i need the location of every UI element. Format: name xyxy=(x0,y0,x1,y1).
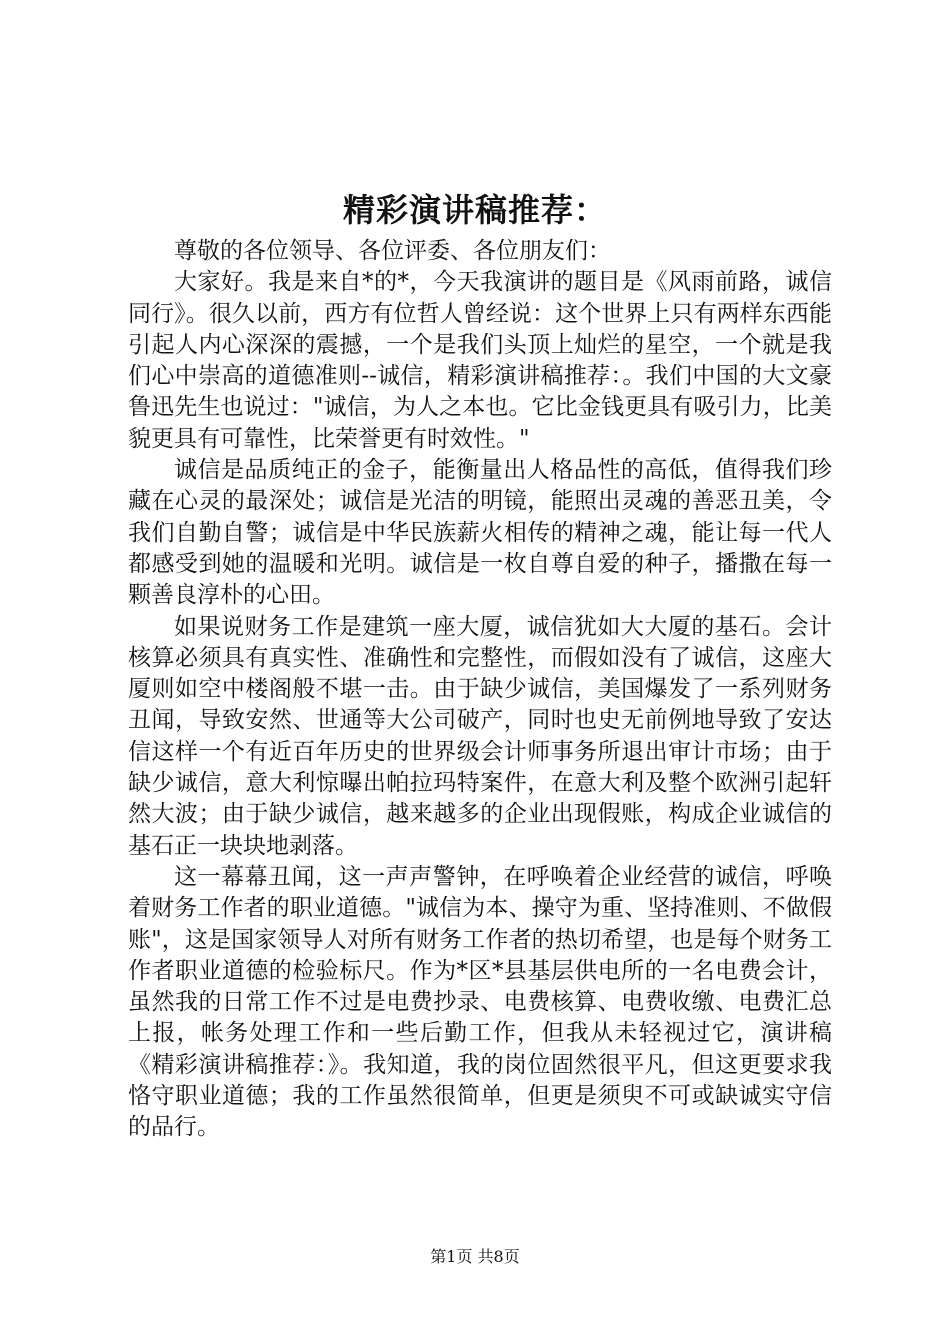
body-paragraph: 这一幕幕丑闻，这一声声警钟，在呼唤着企业经营的诚信，呼唤着财务工作者的职业道德。"诚信为本、操守为重、坚持准则、不做假账"，这是国家领导人对所有财务工作者的热切希望，也是每个财务工作者职业道德的检验标尺。作为*区*县基层供电所的一名电费会计，虽然我的日常工作不过是电费抄录、电费核算、电费收缴、电费汇总上报，帐务处理工作和一些后勤工作，但我从未轻视过它，演讲稿《精彩演讲稿推荐：》。我知道，我的岗位固然很平凡，但这更要求我恪守职业道德；我的工作虽然很简单，但更是须臾不可或缺诚实守信的品行。 xyxy=(128,863,832,1141)
document-title: 精彩演讲稿推荐： xyxy=(342,191,607,229)
body-paragraph: 大家好。我是来自*的*，今天我演讲的题目是《风雨前路，诚信同行》。很久以前，西方有位哲人曾经说：这个世界上只有两样东西能引起人内心深深的震撼，一个是我们头顶上灿烂的星空，一个就是我们心中崇高的道德准则--诚信，精彩演讲稿推荐：。我们中国的大文豪鲁迅先生也说过："诚信，为人之本也。它比金钱更具有吸引力，比美貌更具有可靠性，比荣誉更有时效性。" xyxy=(128,269,832,452)
body-paragraph: 诚信是品质纯正的金子，能衡量出人格品性的高低，值得我们珍藏在心灵的最深处；诚信是光洁的明镜，能照出灵魂的善恶丑美，令我们自勤自警；诚信是中华民族薪火相传的精神之魂，能让每一代人都感受到她的温暖和光明。诚信是一枚自尊自爱的种子，播撒在每一颗善良淳朴的心田。 xyxy=(128,457,832,609)
page-footer: 第1页 共8页 xyxy=(430,1247,520,1266)
body-paragraph: 如果说财务工作是建筑一座大厦，诚信犹如大大厦的基石。会计核算必须具有真实性、准确性和完整性，而假如没有了诚信，这座大厦则如空中楼阁般不堪一击。由于缺少诚信，美国爆发了一系列财务丑闻，导致安然、世通等大公司破产，同时也史无前例地导致了安达信这样一个有近百年历史的世界级会计师事务所退出审计市场；由于缺少诚信，意大利惊曝出帕拉玛特案件，在意大利及整个欧洲引起轩然大波；由于缺少诚信，越来越多的企业出现假账，构成企业诚信的基石正一块块地剥落。 xyxy=(128,613,832,859)
document-body xyxy=(128,236,832,1144)
salutation-paragraph: 尊敬的各位领导、各位评委、各位朋友们： xyxy=(174,238,611,264)
